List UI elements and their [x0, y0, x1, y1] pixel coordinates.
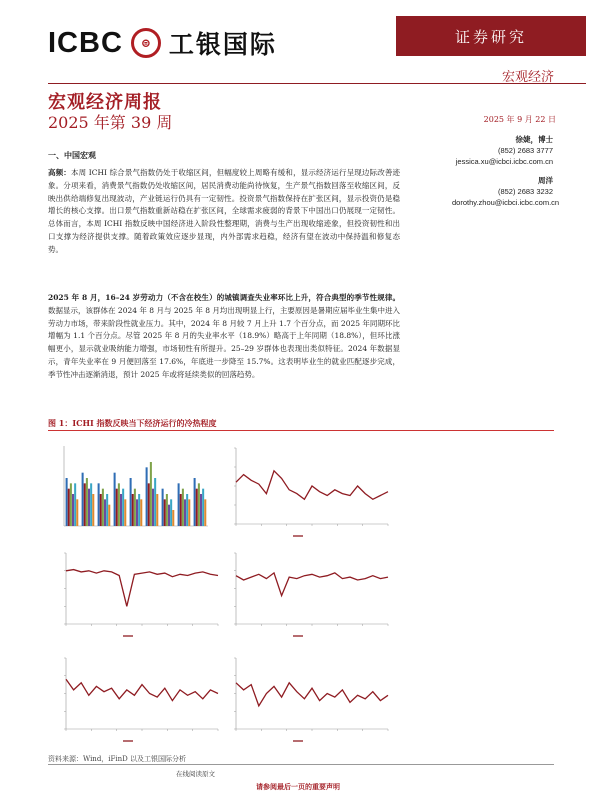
author-block	[452, 134, 553, 167]
bar	[84, 483, 86, 526]
chart-line-3	[222, 545, 392, 640]
bar	[184, 499, 186, 526]
bar	[98, 483, 100, 526]
bar	[118, 483, 120, 526]
bar	[68, 489, 70, 526]
bar	[148, 483, 150, 526]
author-block	[452, 175, 560, 208]
chart-line-1	[222, 440, 392, 540]
paragraph-body: 数据显示，该群体在 2024 年 8 月与 2025 年 8 月均出现明显上行，主要原因是暑期应届毕业生集中进入劳动力市场，带来阶段性就业压力。其中，2024 年 8 月较 7 月上升 1.7 个百分点，而 2025 年同期环比增幅为 1.1 个百分点。尽管 2025 年 8 月的失业率水平（18.9%）略高于上年同期（18.8%），但环比涨幅更小，显示就业吸纳能力增强，市场韧性有所提升。25–29 岁群体也表现出类似特征。2024 年数据显示，青年失业率在 9 月便回落至 17.6%，年底进一步降至 15.7%。这表明毕业生的就业匹配逐步完成，季节性冲击逐渐消退，预计 2025 年或将延续类似的回落趋势。	[48, 305, 400, 379]
bar	[178, 483, 180, 526]
bar	[154, 478, 156, 526]
bar	[146, 467, 148, 526]
bar	[170, 499, 172, 526]
bar	[198, 483, 200, 526]
author-email[interactable]: jessica.xu@icbci.icbc.com.cn	[455, 157, 553, 166]
bar	[114, 473, 116, 526]
bar	[196, 489, 198, 526]
bar	[92, 494, 94, 526]
bar	[182, 489, 184, 526]
report-title: 宏观经济周报	[48, 92, 162, 113]
series-line	[236, 573, 388, 596]
bar	[186, 494, 188, 526]
report-subtitle: 2025 年第 39 周	[48, 113, 173, 132]
bar	[166, 494, 168, 526]
logo-chinese: 工银国际	[168, 30, 277, 59]
bar	[116, 489, 118, 526]
bar	[88, 489, 90, 526]
bar	[122, 489, 124, 526]
bar	[106, 494, 108, 526]
bar	[194, 478, 196, 526]
bar	[180, 494, 182, 526]
logo-english: ICBC	[48, 26, 123, 59]
bar	[100, 494, 102, 526]
author-phone: (852) 2683 3777	[497, 146, 553, 155]
bar	[164, 499, 166, 526]
author-list	[452, 134, 560, 216]
series-line	[236, 471, 388, 500]
paragraph-lead: 2025 年 8 月，16–24 岁劳动力（不含在校生）的城镇调查失业率环比上升，符合典型的季节性规律。	[48, 293, 400, 302]
bar	[124, 499, 126, 526]
chart-line-4	[52, 650, 222, 745]
figure-source: 资料来源：Wind，iFinD 以及工银国际分析	[48, 755, 186, 763]
bar	[82, 473, 84, 526]
bar	[132, 494, 134, 526]
section-heading: 一、中国宏观	[48, 150, 96, 160]
bar	[188, 499, 190, 526]
report-category: 宏观经济	[501, 70, 554, 85]
series-line	[66, 679, 218, 700]
company-logo	[48, 25, 277, 61]
paragraph-youth-unemployment	[48, 292, 400, 382]
author-name: 周洋	[538, 176, 553, 185]
bar	[138, 494, 140, 526]
bar	[162, 489, 164, 526]
footer-notice[interactable]: 请参阅最后一页的重要声明	[256, 782, 340, 791]
bar	[90, 483, 92, 526]
bar	[140, 499, 142, 526]
author-name: 徐婕，博士	[515, 135, 553, 144]
research-banner: 证券研究	[396, 16, 586, 56]
bar	[130, 478, 132, 526]
bar	[70, 483, 72, 526]
bar	[152, 489, 154, 526]
chart-composite-bar	[52, 440, 212, 540]
chart-line-2	[52, 545, 222, 640]
paragraph-lead: 高频：	[48, 168, 71, 177]
author-phone: (852) 2683 3232	[497, 187, 553, 196]
paragraph-high-frequency	[48, 167, 400, 257]
report-date: 2025 年 9 月 22 日	[483, 115, 556, 124]
bar	[120, 494, 122, 526]
bar	[150, 462, 152, 526]
figure-divider	[48, 430, 554, 431]
bar	[156, 494, 158, 526]
bar	[66, 478, 68, 526]
bar	[172, 510, 174, 526]
figure-caption: 图 1：ICHI 指数反映当下经济运行的冷热程度	[48, 418, 217, 428]
author-email[interactable]: dorothy.zhou@icbci.icbc.com.cn	[452, 198, 560, 207]
bar	[134, 489, 136, 526]
bar	[202, 489, 204, 526]
footer-divider	[48, 764, 554, 765]
bar	[168, 505, 170, 526]
bar	[104, 499, 106, 526]
bar	[72, 494, 74, 526]
paragraph-body: 本周 ICHI 综合景气指数仍处于收缩区间，但幅度较上周略有缓和，显示经济运行呈现边际改善迹象。分项来看，消费景气指数仍处收缩区间，居民消费动能尚待恢复，生产景气指数回落至收缩区间，反映出供给端修复出现波动，产业链运行仍具有一定韧性。投资景气指数保持在扩张区间，显示投资仍是稳增长的核心支撑。出口景气指数重新站稳在扩张区间，全球需求疲弱的背景下中国出口仍展现一定韧性。总体而言，本周 ICHI 指数反映中国经济进入阶段性整理期，消费与生产出现收缩迹象，但投资韧性和出口支撑为经济提供支撑。随着政策效应逐步显现，内外部需求趋稳，经济有望在波动中保持温和修复态势。	[48, 168, 400, 254]
chart-line-5	[222, 650, 392, 745]
bar	[200, 494, 202, 526]
series-line	[66, 570, 218, 607]
bar	[102, 489, 104, 526]
bar	[76, 499, 78, 526]
bar	[74, 483, 76, 526]
series-line	[236, 683, 388, 706]
header-divider	[48, 83, 586, 84]
bar	[108, 505, 110, 526]
footer-disclaimer: 在线阅读原文	[176, 770, 215, 778]
bar	[204, 499, 206, 526]
bar	[136, 499, 138, 526]
bar	[86, 478, 88, 526]
logo-seal-icon: ⊜	[131, 28, 161, 58]
